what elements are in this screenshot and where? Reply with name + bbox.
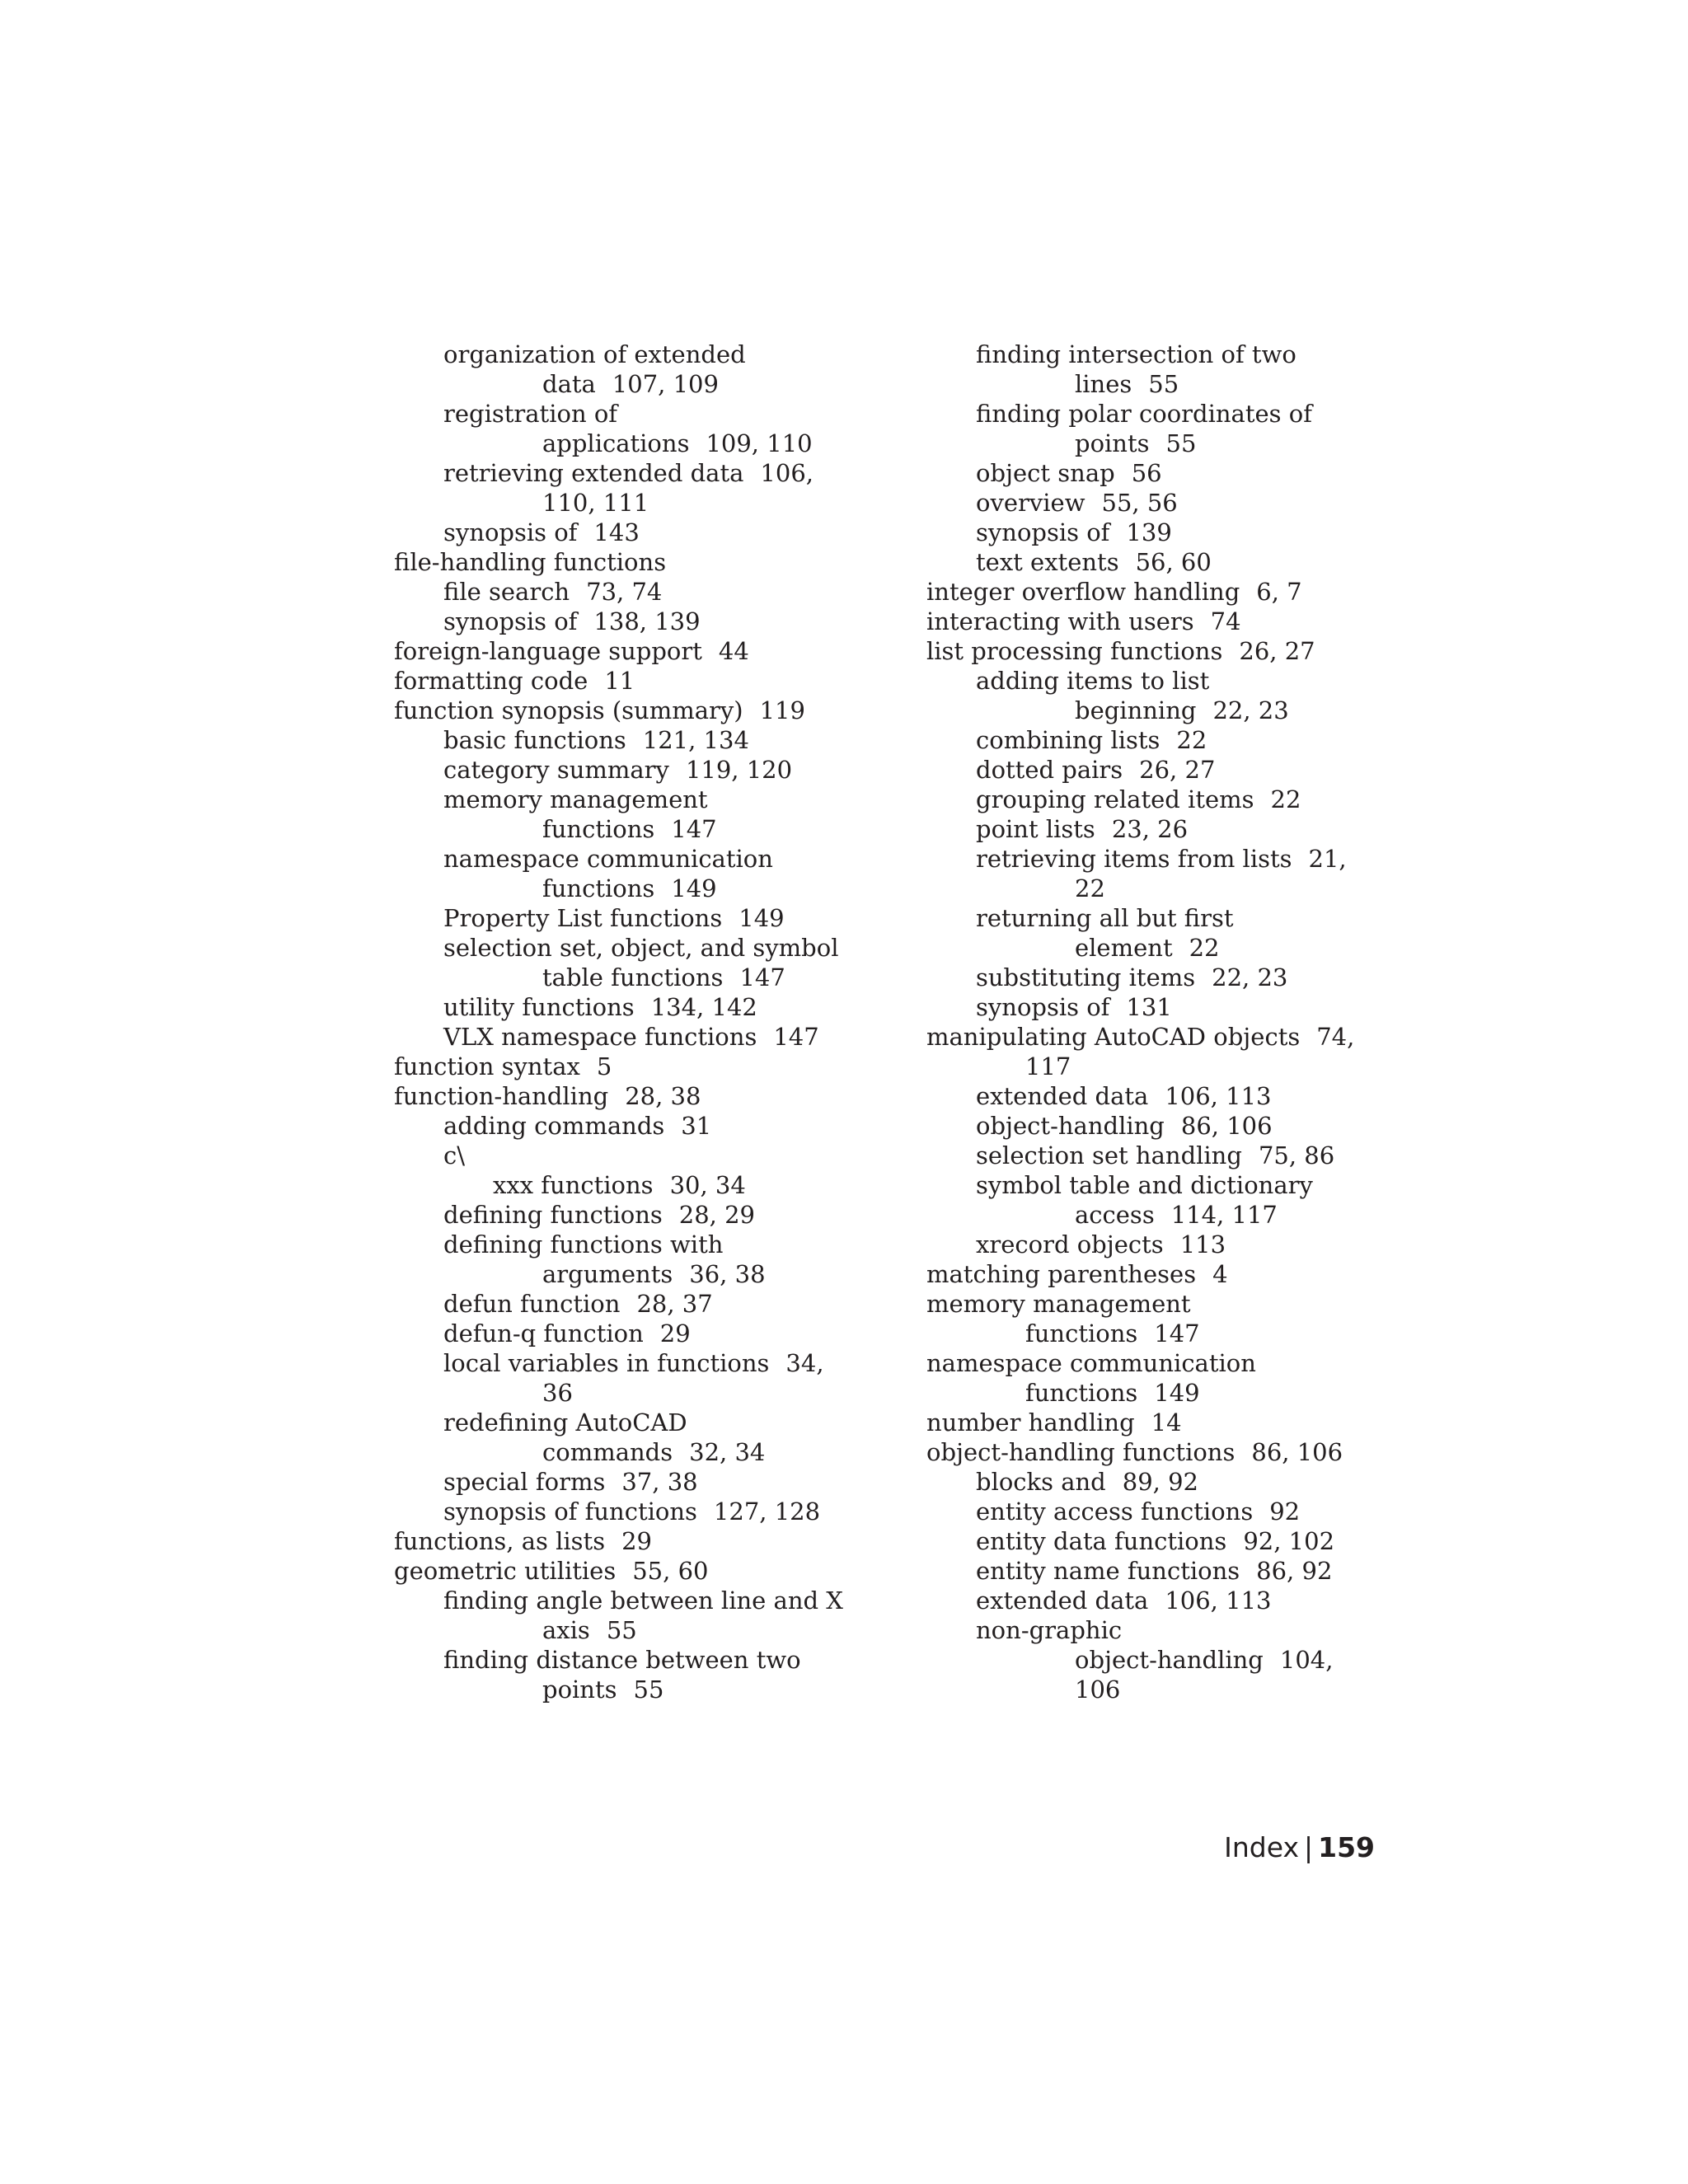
index-term: organization of extended (443, 340, 746, 368)
index-entry (394, 725, 856, 755)
index-page-refs: 26, 27 (1239, 637, 1315, 665)
index-page-refs: 22 (1189, 934, 1220, 962)
index-page-refs: 32, 34 (689, 1438, 766, 1466)
index-entry (394, 1052, 856, 1081)
index-entry (926, 992, 1355, 1022)
index-page-refs: 147 (739, 963, 785, 991)
index-term: synopsis of functions (443, 1497, 697, 1526)
index-entry (394, 1437, 856, 1467)
index-term: retrieving items from lists (976, 845, 1292, 873)
index-page-refs: 106, (760, 459, 814, 487)
index-term: finding polar coordinates of (976, 400, 1312, 428)
index-entry (394, 607, 856, 636)
index-term: substituting items (976, 963, 1196, 991)
page-footer (1224, 1831, 1375, 1864)
index-term: function-handling (394, 1082, 609, 1110)
index-entry (926, 903, 1355, 933)
index-term: redefining AutoCAD (443, 1408, 687, 1436)
index-entry (926, 1170, 1355, 1200)
index-entry (926, 874, 1355, 903)
index-page-refs: 22, 23 (1212, 963, 1288, 991)
index-term: 106 (1075, 1675, 1121, 1704)
index-entry (926, 636, 1355, 666)
index-entry (394, 814, 856, 844)
index-entry (926, 488, 1355, 518)
index-entry (394, 1675, 856, 1704)
index-entry (394, 1556, 856, 1586)
index-term: extended data (976, 1082, 1149, 1110)
index-term: entity name functions (976, 1557, 1240, 1585)
index-entry (394, 1378, 856, 1408)
index-term: arguments (542, 1260, 673, 1288)
index-page-refs: 26, 27 (1139, 756, 1216, 784)
index-entry (394, 992, 856, 1022)
index-entry (394, 1141, 856, 1170)
index-page-refs: 30, 34 (669, 1171, 746, 1199)
index-term: utility functions (443, 993, 635, 1021)
index-entry (394, 577, 856, 607)
index-entry (926, 1289, 1355, 1319)
index-term: functions (1025, 1379, 1138, 1407)
index-entry (394, 1348, 856, 1378)
index-term: defining functions (443, 1201, 663, 1229)
index-page-refs: 106, 113 (1165, 1586, 1272, 1615)
index-term: extended data (976, 1586, 1149, 1615)
index-term: element (1075, 934, 1173, 962)
index-entry (926, 518, 1355, 547)
index-entry (926, 785, 1355, 814)
index-term: table functions (542, 963, 724, 991)
index-page-refs: 55 (633, 1675, 664, 1704)
index-term: object-handling (976, 1112, 1165, 1140)
index-entry (926, 1675, 1355, 1704)
index-entry (926, 1259, 1355, 1289)
index-page-refs: 119, 120 (685, 756, 793, 784)
index-term: xrecord objects (976, 1230, 1164, 1258)
index-term: memory management (926, 1290, 1191, 1318)
index-term: defun function (443, 1290, 621, 1318)
index-entry (926, 666, 1355, 696)
index-term: foreign-language support (394, 637, 702, 665)
index-term: Property List functions (443, 904, 723, 932)
index-term: list processing functions (926, 637, 1223, 665)
index-page-refs: 14 (1151, 1408, 1182, 1436)
index-term: non-graphic (976, 1616, 1123, 1644)
index-page-refs: 92, 102 (1243, 1527, 1335, 1555)
index-entry (394, 1200, 856, 1230)
page-number: 159 (1318, 1831, 1375, 1863)
index-term: manipulating AutoCAD objects (926, 1023, 1301, 1051)
index-page-refs: 11 (604, 667, 635, 695)
index-entry (926, 399, 1355, 429)
index-entry (926, 429, 1355, 458)
index-page-refs: 107, 109 (612, 370, 719, 398)
index-term: points (1075, 429, 1150, 457)
index-term: 22 (1075, 874, 1105, 902)
index-entry (394, 1526, 856, 1556)
index-entry (394, 340, 856, 369)
index-term: axis (542, 1616, 590, 1644)
index-term: synopsis of (443, 607, 578, 635)
index-entry (926, 1111, 1355, 1141)
index-page-refs: 36, 38 (689, 1260, 766, 1288)
index-entry (926, 1319, 1355, 1348)
index-entry (394, 874, 856, 903)
index-term: function syntax (394, 1052, 580, 1080)
index-page-refs: 5 (596, 1052, 612, 1080)
index-entry (926, 1526, 1355, 1556)
index-term: VLX namespace functions (443, 1023, 757, 1051)
index-term: geometric utilities (394, 1557, 617, 1585)
index-entry (394, 1467, 856, 1497)
index-term: text extents (976, 548, 1119, 576)
index-term: finding intersection of two (976, 340, 1296, 368)
index-page-refs: 22 (1176, 726, 1207, 754)
index-page-refs: 55, 60 (632, 1557, 709, 1585)
index-term: synopsis of (976, 993, 1110, 1021)
index-page-refs: 86, 92 (1256, 1557, 1333, 1585)
index-term: basic functions (443, 726, 626, 754)
index-page-refs: 147 (671, 815, 717, 843)
index-term: formatting code (394, 667, 588, 695)
index-page-refs: 55 (606, 1616, 637, 1644)
index-page-refs: 149 (671, 874, 717, 902)
index-term: object-handling (1075, 1646, 1264, 1674)
index-page-refs: 113 (1179, 1230, 1226, 1258)
index-page-refs: 22 (1270, 785, 1301, 813)
index-entry (394, 1645, 856, 1675)
index-page-refs: 22, 23 (1212, 696, 1289, 724)
index-term: namespace communication (443, 845, 773, 873)
index-entry (926, 1022, 1355, 1052)
index-page-refs: 29 (659, 1319, 691, 1347)
index-term: xxx functions (493, 1171, 654, 1199)
index-page-refs: 114, 117 (1170, 1201, 1278, 1229)
index-page-refs: 55 (1165, 429, 1197, 457)
index-entry (926, 844, 1355, 874)
index-entry (926, 814, 1355, 844)
index-entry (394, 369, 856, 399)
index-entry (394, 785, 856, 814)
index-entry (394, 755, 856, 785)
index-page-refs: 86, 106 (1251, 1438, 1343, 1466)
index-entry (926, 547, 1355, 577)
index-entry (394, 1170, 856, 1200)
index-term: lines (1075, 370, 1132, 398)
index-term: local variables in functions (443, 1349, 770, 1377)
index-page-refs: 86, 106 (1180, 1112, 1273, 1140)
index-term: defun-q function (443, 1319, 644, 1347)
index-term: 36 (542, 1379, 573, 1407)
index-entry (926, 1141, 1355, 1170)
index-term: selection set, object, and symbol (443, 934, 839, 962)
index-term: selection set handling (976, 1141, 1242, 1169)
index-term: registration of (443, 400, 618, 428)
index-term: functions (542, 815, 655, 843)
index-term: beginning (1075, 696, 1197, 724)
index-term: object snap (976, 459, 1115, 487)
index-page-refs: 109, 110 (706, 429, 813, 457)
index-entry (926, 458, 1355, 488)
index-term: namespace communication (926, 1349, 1256, 1377)
index-term: adding items to list (976, 667, 1210, 695)
index-entry (394, 1408, 856, 1437)
index-term: object-handling functions (926, 1438, 1236, 1466)
index-term: special forms (443, 1468, 606, 1496)
index-entry (394, 636, 856, 666)
index-entry (926, 696, 1355, 725)
index-entry (926, 755, 1355, 785)
index-term: point lists (976, 815, 1095, 843)
index-entry (394, 1289, 856, 1319)
index-page-refs: 74 (1210, 607, 1241, 635)
index-page-refs: 149 (1154, 1379, 1200, 1407)
index-page-refs: 37, 38 (621, 1468, 698, 1496)
index-entry (926, 1615, 1355, 1645)
index-page-refs: 89, 92 (1122, 1468, 1198, 1496)
index-term: c\ (443, 1141, 466, 1169)
index-entry (394, 458, 856, 488)
index-page-refs: 147 (1154, 1319, 1200, 1347)
index-entry (926, 340, 1355, 369)
index-term: data (542, 370, 596, 398)
index-page-refs: 73, 74 (586, 578, 663, 606)
index-term: overview (976, 489, 1085, 517)
index-column-left (394, 340, 856, 1704)
index-term: memory management (443, 785, 708, 813)
index-term: entity data functions (976, 1527, 1227, 1555)
index-page-refs: 31 (681, 1112, 712, 1140)
index-entry (926, 607, 1355, 636)
index-term: 110, 111 (542, 489, 649, 517)
index-page-refs: 119 (759, 696, 805, 724)
index-entry (394, 1111, 856, 1141)
index-page-refs: 138, 139 (593, 607, 701, 635)
index-entry (394, 429, 856, 458)
index-entry (394, 1022, 856, 1052)
index-term: finding angle between line and X (443, 1586, 843, 1615)
index-term: access (1075, 1201, 1155, 1229)
index-page-refs: 92 (1269, 1497, 1301, 1526)
index-entry (926, 963, 1355, 992)
index-entry (394, 696, 856, 725)
index-page-refs: 55 (1148, 370, 1179, 398)
index-term: function synopsis (summary) (394, 696, 743, 724)
index-entry (394, 518, 856, 547)
index-page-refs: 74, (1316, 1023, 1355, 1051)
index-entry (394, 547, 856, 577)
index-entry (394, 844, 856, 874)
index-page-refs: 4 (1212, 1260, 1228, 1288)
index-page-refs: 23, 26 (1111, 815, 1189, 843)
index-page-refs: 6, 7 (1256, 578, 1302, 606)
index-entry (926, 1378, 1355, 1408)
index-entry (394, 666, 856, 696)
index-term: finding distance between two (443, 1646, 801, 1674)
index-entry (394, 1319, 856, 1348)
index-entry (926, 1408, 1355, 1437)
index-entry (926, 1230, 1355, 1259)
index-entry (926, 1586, 1355, 1615)
index-term: combining lists (976, 726, 1160, 754)
index-term: functions (1025, 1319, 1138, 1347)
index-page-refs: 131 (1126, 993, 1172, 1021)
index-entry (394, 933, 856, 963)
index-entry (394, 488, 856, 518)
index-page-refs: 29 (621, 1527, 652, 1555)
index-term: blocks and (976, 1468, 1106, 1496)
index-term: points (542, 1675, 617, 1704)
index-page-refs: 139 (1126, 518, 1172, 546)
footer-separator: | (1303, 1831, 1314, 1863)
index-entry (926, 369, 1355, 399)
index-page-refs: 75, 86 (1258, 1141, 1335, 1169)
index-entry (394, 1497, 856, 1526)
index-page-refs: 28, 29 (678, 1201, 756, 1229)
footer-section-label: Index (1224, 1831, 1299, 1863)
index-entry (394, 1259, 856, 1289)
index-term: applications (542, 429, 690, 457)
index-entry (926, 1556, 1355, 1586)
index-term: category summary (443, 756, 669, 784)
index-term: defining functions with (443, 1230, 724, 1258)
index-term: number handling (926, 1408, 1135, 1436)
index-entry (926, 1645, 1355, 1675)
index-page-refs: 28, 38 (625, 1082, 701, 1110)
index-page-refs: 21, (1308, 845, 1347, 873)
index-entry (926, 1081, 1355, 1111)
index-term: file-handling functions (394, 548, 667, 576)
index-page-refs: 149 (738, 904, 785, 932)
index-term: entity access functions (976, 1497, 1254, 1526)
index-entry (926, 1348, 1355, 1378)
index-page-refs: 44 (718, 637, 749, 665)
index-term: functions, as lists (394, 1527, 606, 1555)
index-term: synopsis of (443, 518, 578, 546)
index-entry (926, 1497, 1355, 1526)
index-entry (926, 1200, 1355, 1230)
index-term: functions (542, 874, 655, 902)
index-term: grouping related items (976, 785, 1254, 813)
index-term: returning all but first (976, 904, 1234, 932)
index-term: file search (443, 578, 570, 606)
index-term: integer overflow handling (926, 578, 1240, 606)
index-column-right (926, 340, 1355, 1704)
index-entry (394, 963, 856, 992)
index-entry (926, 725, 1355, 755)
index-entry (926, 577, 1355, 607)
index-page-refs: 127, 128 (713, 1497, 821, 1526)
index-term: retrieving extended data (443, 459, 744, 487)
index-term: symbol table and dictionary (976, 1171, 1313, 1199)
index-term: interacting with users (926, 607, 1194, 635)
index-page-refs: 56 (1131, 459, 1162, 487)
index-page-refs: 56, 60 (1135, 548, 1212, 576)
index-page-refs: 121, 134 (642, 726, 749, 754)
index-term: matching parentheses (926, 1260, 1197, 1288)
index-entry (394, 1586, 856, 1615)
index-entry (394, 1230, 856, 1259)
index-page-refs: 34, (785, 1349, 824, 1377)
index-entry (394, 1615, 856, 1645)
index-entry (926, 1467, 1355, 1497)
index-page-refs: 143 (593, 518, 640, 546)
index-page-refs: 55, 56 (1101, 489, 1178, 517)
index-page-refs: 106, 113 (1165, 1082, 1272, 1110)
index-entry (926, 1052, 1355, 1081)
index-page-refs: 104, (1279, 1646, 1334, 1674)
index-entry (926, 933, 1355, 963)
index-term: synopsis of (976, 518, 1110, 546)
index-term: dotted pairs (976, 756, 1123, 784)
index-term: adding commands (443, 1112, 665, 1140)
index-page-refs: 28, 37 (636, 1290, 713, 1318)
index-entry (394, 903, 856, 933)
index-term: 117 (1025, 1052, 1071, 1080)
index-entry (926, 1437, 1355, 1467)
index-entry (394, 1081, 856, 1111)
index-term: commands (542, 1438, 673, 1466)
index-page-refs: 134, 142 (650, 993, 757, 1021)
index-page-refs: 147 (773, 1023, 819, 1051)
index-entry (394, 399, 856, 429)
